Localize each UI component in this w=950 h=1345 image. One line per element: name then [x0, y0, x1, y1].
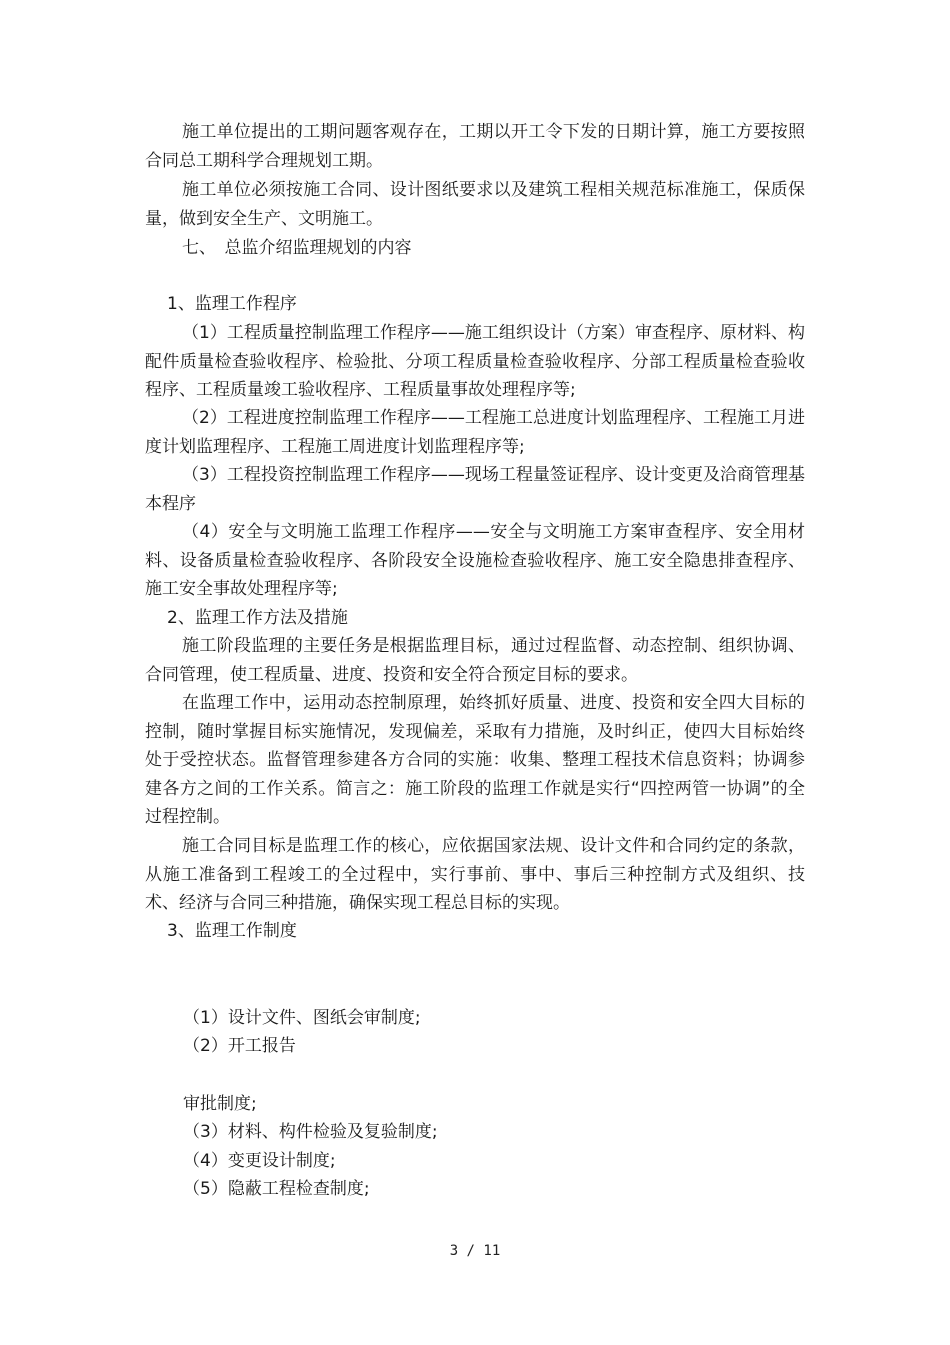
paragraph-construction-requirements: 施工单位必须按施工合同、设计图纸要求以及建筑工程相关规范标准施工，保质保量，做到安全生产、文明施工。	[145, 180, 805, 229]
paragraph-dynamic-control: 在监理工作中，运用动态控制原理，始终抓好质量、进度、投资和安全四大目标的控制，随时掌握目标实施情况，发现偏差，采取有力措施，及时纠正，使四大目标始终处于受控状态。监督管理参建各方合同的实施：收集、整理工程技术信息资料；协调参建各方之间的工作关系。简言之：施工阶段的监理工作就是实行“四控两管一协调”的全过程控制。	[145, 693, 805, 827]
paragraph-contract-objectives: 施工合同目标是监理工作的核心，应依据国家法规、设计文件和合同约定的条款，从施工准备到工程竣工的全过程中，实行事前、事中、事后三种控制方式及组织、技术、经济与合同三种措施，确保实现工程总目标的实现。	[145, 836, 805, 913]
system-item-approval: 审批制度;	[183, 1094, 257, 1114]
paragraph-main-tasks: 施工阶段监理的主要任务是根据监理目标，通过过程监督、动态控制、组织协调、合同管理，使工程质量、进度、投资和安全符合预定目标的要求。	[145, 636, 805, 685]
section-heading-7: 七、 总监介绍监理规划的内容	[182, 238, 412, 258]
system-item-design-change: （4）变更设计制度;	[183, 1151, 336, 1171]
list-item-quality-control: （1）工程质量控制监理工作程序——施工组织设计（方案）审查程序、原材料、构配件质量检查验收程序、检验批、分项工程质量检查验收程序、分部工程质量检查验收程序、工程质量竣工验收程序、工程质量事故处理程序等;	[145, 323, 805, 400]
page-number: 3 / 11	[449, 1243, 501, 1259]
list-item-safety-civilization: （4）安全与文明施工监理工作程序——安全与文明施工方案审查程序、安全用材料、设备质量检查验收程序、各阶段安全设施检查验收程序、施工安全隐患排查程序、施工安全事故处理程序等;	[145, 522, 805, 599]
heading-supervision-system: 3、监理工作制度	[167, 921, 297, 941]
system-item-design-review: （1）设计文件、图纸会审制度;	[183, 1008, 421, 1028]
system-item-start-report: （2）开工报告	[183, 1036, 296, 1056]
system-item-material-inspection: （3）材料、构件检验及复验制度;	[183, 1122, 438, 1142]
list-item-progress-control: （2）工程进度控制监理工作程序——工程施工总进度计划监理程序、工程施工月进度计划监理程序、工程施工周进度计划监理程序等;	[145, 408, 805, 457]
heading-methods-measures: 2、监理工作方法及措施	[167, 608, 348, 628]
list-item-investment-control: （3）工程投资控制监理工作程序——现场工程量签证程序、设计变更及洽商管理基本程序	[145, 465, 805, 514]
paragraph-schedule: 施工单位提出的工期问题客观存在，工期以开工令下发的日期计算，施工方要按照合同总工期科学合理规划工期。	[145, 122, 805, 171]
heading-supervision-procedure: 1、监理工作程序	[167, 294, 297, 314]
system-item-concealed-works: （5）隐蔽工程检查制度;	[183, 1179, 370, 1199]
